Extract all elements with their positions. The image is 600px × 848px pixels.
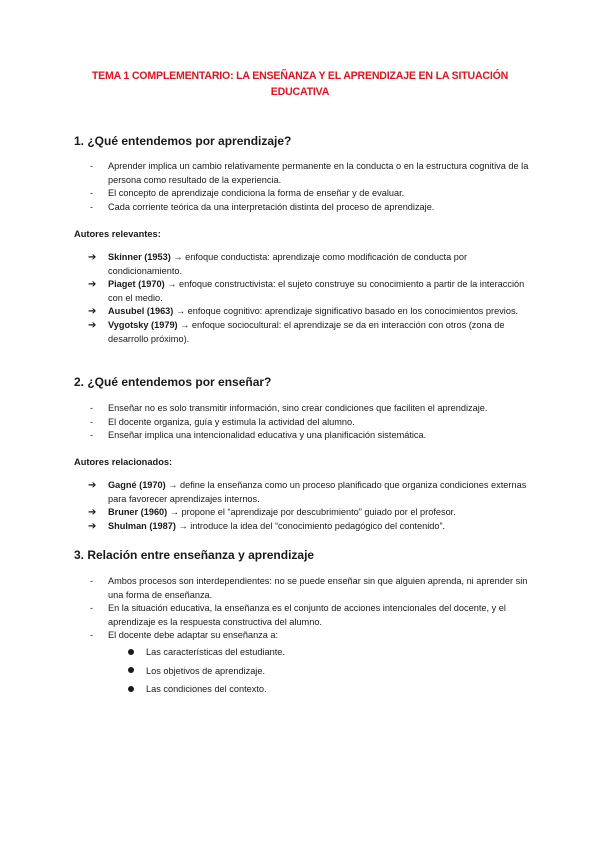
right-arrow-icon: ➔ [88,480,97,491]
bullet-item [128,643,508,662]
list-item: - El docente debe adaptar su enseñanza a: [88,629,538,643]
bullet-icon [128,686,134,692]
right-arrow-icon: ➔ [88,306,97,318]
title-line-1: TEMA 1 COMPLEMENTARIO: LA ENSEÑANZA Y EL APRENDIZAJE EN LA SITUACIÓN [91,70,509,82]
section-2-list [88,402,538,443]
bullet-text: Las características del estudiante. [146,647,285,657]
right-arrow-icon: ➔ [88,507,97,519]
section-2-authors [88,479,538,533]
section-3-list [88,575,538,643]
right-arrow-icon: ➔ [88,279,97,291]
author-item [88,251,538,278]
section-3-heading: 3. Relación entre enseñanza y aprendizaje [74,548,315,562]
author-item [88,479,538,506]
list-item: - En la situación educativa, la enseñanza es el conjunto de acciones intencionales del docente, y el aprendizaje es la respuesta constructiva del alumno. [88,602,538,629]
list-item: - Aprender implica un cambio relativamente permanente en la conducta o en la estructura cognitiva de la persona como resultado de la experiencia. [88,160,538,187]
section-1-authors [88,251,538,346]
list-item: - Enseñar no es solo transmitir información, sino crear condiciones que faciliten el aprendizaje. [88,402,538,416]
author-description: → propone el “aprendizaje por descubrimiento” guiado por el profesor. [167,507,456,518]
author-item [88,520,538,534]
list-item: - Ambos procesos son interdependientes: no se puede enseñar sin que alguien aprenda, ni aprender sin una forma de enseñanza. [88,575,538,602]
document-title [60,68,540,100]
author-name: Bruner (1960) [108,507,168,518]
section-2-subheading: Autores relacionados: [74,457,173,467]
author-description: → enfoque constructivista: el sujeto construye su conocimiento a partir de la interacción con el medio. [108,279,525,303]
author-item [88,319,538,346]
bullet-item [128,662,508,681]
section-1-subheading: Autores relevantes: [74,229,161,239]
author-description: → enfoque sociocultural: el aprendizaje se da en interacción con otros (zona de desarrollo próximo). [108,319,505,344]
bullet-item [128,680,508,699]
author-description: → introduce la idea del “conocimiento pedagógico del contenido”. [175,520,446,531]
right-arrow-icon: ➔ [88,319,97,331]
author-name: Skinner (1953) [108,252,171,262]
author-item [88,305,538,319]
bullet-icon [128,667,134,673]
author-name: Vygotsky (1979) [108,319,178,330]
section-2-heading: 2. ¿Qué entendemos por enseñar? [74,375,272,389]
bullet-icon [128,649,134,655]
author-name: Ausubel (1963) [108,306,174,317]
author-name: Gagné (1970) [108,480,166,490]
section-1-heading: 1. ¿Qué entendemos por aprendizaje? [74,134,292,148]
author-description: → enfoque conductista: aprendizaje como modificación de conducta por condicionamiento. [108,252,468,276]
bullet-text: Las condiciones del contexto. [146,684,267,694]
section-1-list [88,160,538,214]
list-item: - Enseñar implica una intencionalidad educativa y una planificación sistemática. [88,429,538,443]
author-name: Shulman (1987) [108,520,176,531]
list-item: - El concepto de aprendizaje condiciona la forma de enseñar y de evaluar. [88,187,538,201]
author-item [88,278,538,305]
title-line-2: EDUCATIVA [270,86,330,98]
author-description: → enfoque cognitivo: aprendizaje significativo basado en los conocimientos previos. [173,306,519,317]
list-item: - Cada corriente teórica da una interpretación distinta del proceso de aprendizaje. [88,201,538,215]
section-3-bullets [128,643,508,699]
right-arrow-icon: ➔ [88,520,97,532]
author-name: Piaget (1970) [108,279,165,290]
list-item: - El docente organiza, guía y estimula la actividad del alumno. [88,416,538,430]
author-description: → define la enseñanza como un proceso planificado que organiza condiciones externas para favorecer aprendizajes internos. [108,480,527,504]
author-item [88,506,538,520]
right-arrow-icon: ➔ [88,252,97,263]
bullet-text: Los objetivos de aprendizaje. [146,665,266,676]
